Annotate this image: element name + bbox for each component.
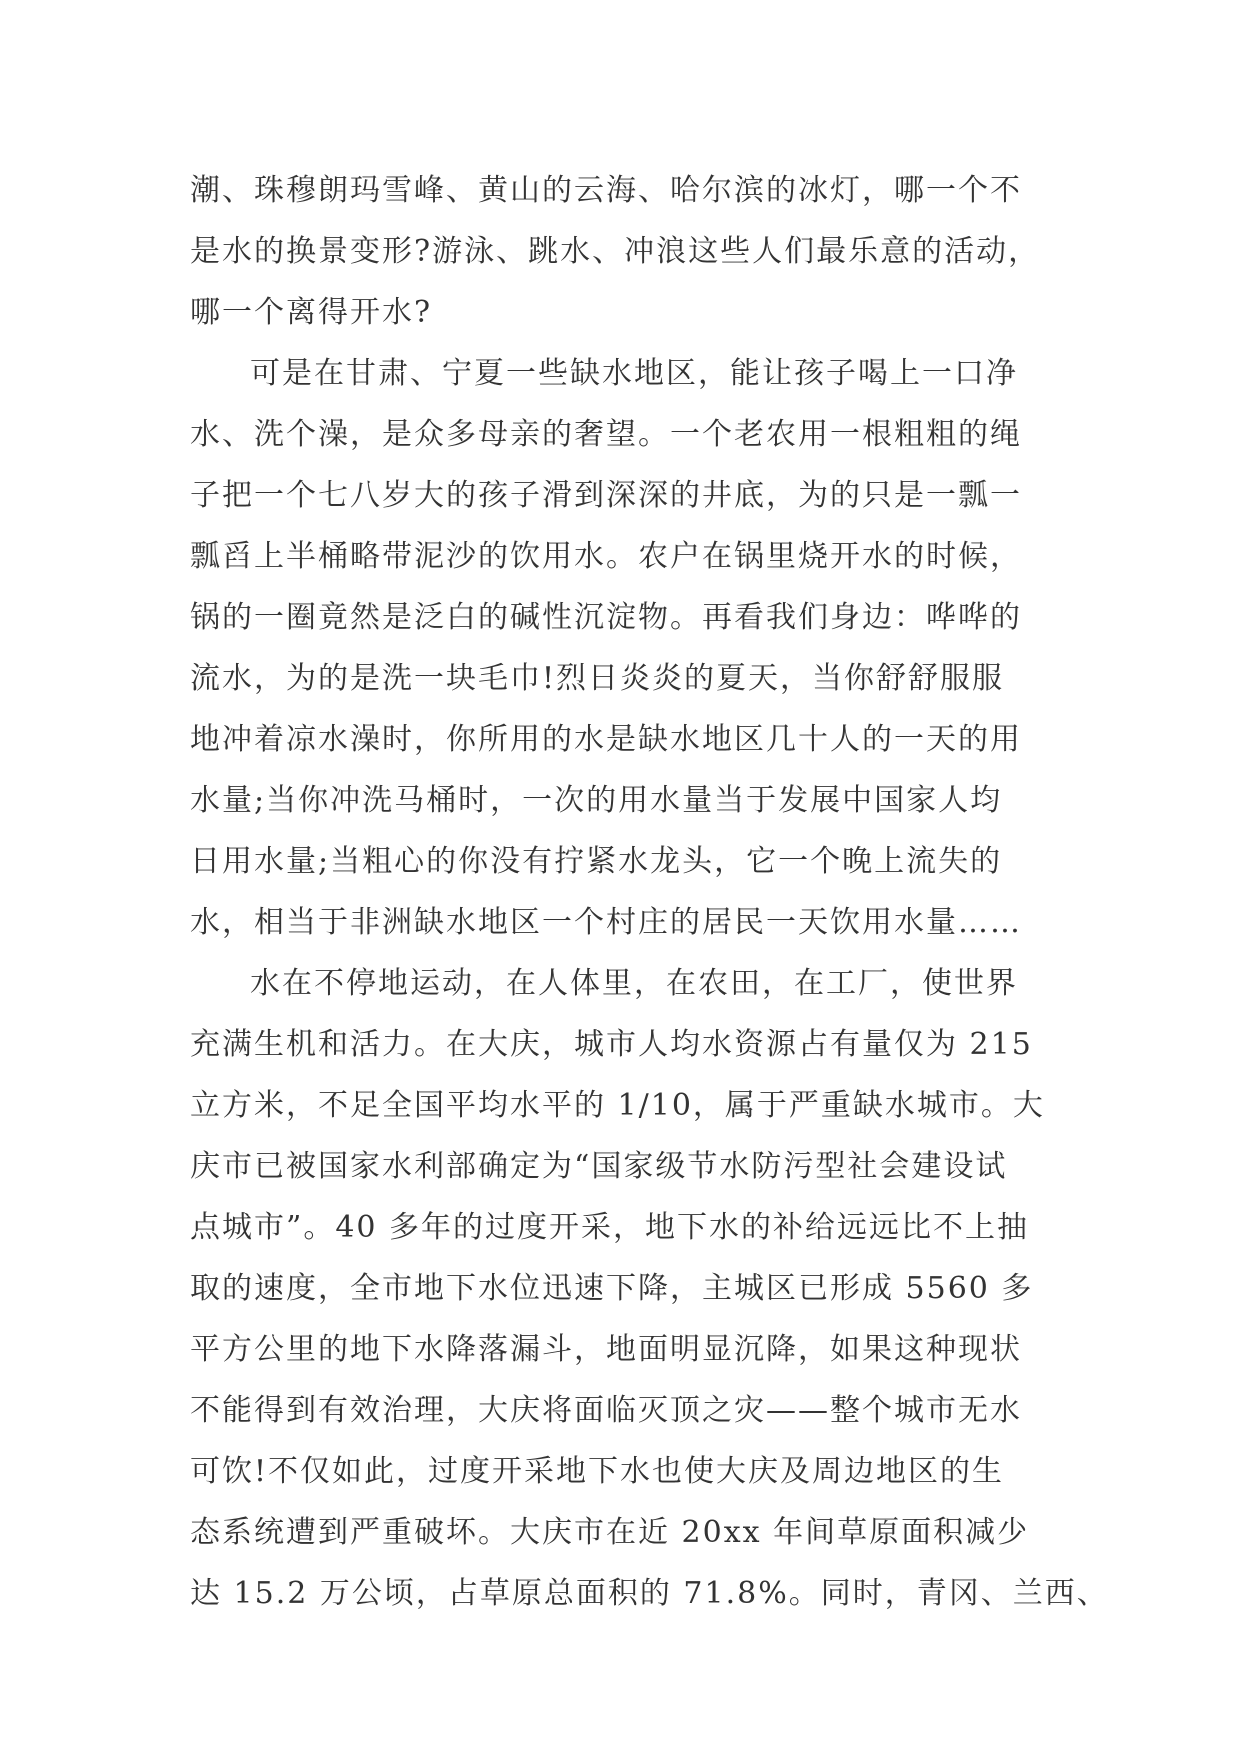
paragraph-1 <box>190 160 1050 343</box>
text-line: 哪一个离得开水? <box>190 295 433 330</box>
text-line: 达 15.2 万公顷，占草原总面积的 71.8%。同时，青冈、兰西、 <box>190 1576 1109 1611</box>
text-line: 地冲着凉水澡时，你所用的水是缺水地区几十人的一天的用 <box>190 722 1022 757</box>
text-line: 取的速度，全市地下水位迅速下降，主城区已形成 5560 多 <box>190 1271 1034 1306</box>
text-line: 水在不停地运动，在人体里，在农田，在工厂，使世界 <box>250 966 1018 1001</box>
text-line: 水，相当于非洲缺水地区一个村庄的居民一天饮用水量…… <box>190 905 1022 940</box>
paragraph-3 <box>190 953 1109 1624</box>
text-line: 庆市已被国家水利部确定为“国家级节水防污型社会建设试 <box>190 1149 1008 1184</box>
text-line: 锅的一圈竟然是泛白的碱性沉淀物。再看我们身边：哗哗的 <box>190 600 1022 635</box>
text-line: 可是在甘肃、宁夏一些缺水地区，能让孩子喝上一口净 <box>250 356 1018 391</box>
text-line: 充满生机和活力。在大庆，城市人均水资源占有量仅为 215 <box>190 1027 1033 1062</box>
text-line: 平方公里的地下水降落漏斗，地面明显沉降，如果这种现状 <box>190 1332 1022 1367</box>
text-line: 水量;当你冲洗马桶时，一次的用水量当于发展中国家人均 <box>190 783 1003 818</box>
text-line: 潮、珠穆朗玛雪峰、黄山的云海、哈尔滨的冰灯，哪一个不 <box>190 173 1022 208</box>
text-line: 子把一个七八岁大的孩子滑到深深的井底，为的只是一瓢一 <box>190 478 1022 513</box>
document-body <box>190 160 1109 1624</box>
text-line: 态系统遭到严重破坏。大庆市在近 20xx 年间草原面积减少 <box>190 1515 1030 1550</box>
text-line: 水、洗个澡，是众多母亲的奢望。一个老农用一根粗粗的绳 <box>190 417 1022 452</box>
text-line: 流水，为的是洗一块毛巾!烈日炎炎的夏天，当你舒舒服服 <box>190 661 1005 696</box>
text-line: 点城市”。40 多年的过度开采，地下水的补给远远比不上抽 <box>190 1210 1030 1245</box>
text-line: 不能得到有效治理，大庆将面临灭顶之灾——整个城市无水 <box>190 1393 1022 1428</box>
paragraph-2 <box>190 343 1050 953</box>
text-line: 可饮!不仅如此，过度开采地下水也使大庆及周边地区的生 <box>190 1454 1005 1489</box>
text-line: 日用水量;当粗心的你没有拧紧水龙头，它一个晚上流失的 <box>190 844 1003 879</box>
text-line: 是水的换景变形?游泳、跳水、冲浪这些人们最乐意的活动， <box>190 234 1041 269</box>
text-line: 瓢舀上半桶略带泥沙的饮用水。农户在锅里烧开水的时候， <box>190 539 1022 574</box>
text-line: 立方米，不足全国平均水平的 1/10，属于严重缺水城市。大 <box>190 1088 1045 1123</box>
